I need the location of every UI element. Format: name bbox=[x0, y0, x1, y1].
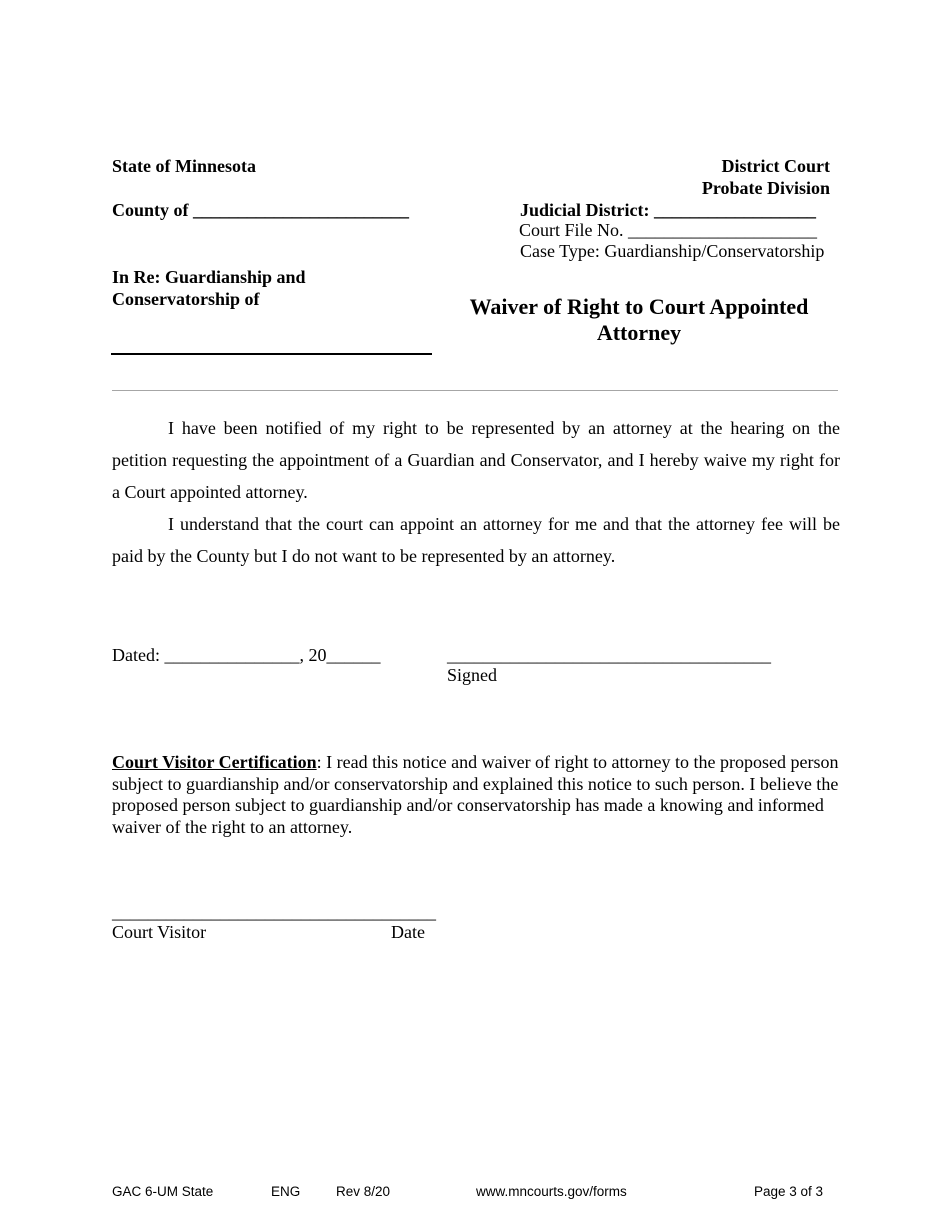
footer-page-number: Page 3 of 3 bbox=[754, 1184, 824, 1199]
document-title-line-1: Waiver of Right to Court Appointed bbox=[469, 294, 809, 319]
dated-field: Dated: _______________, 20______ bbox=[112, 645, 381, 665]
court-division: Probate Division bbox=[701, 178, 830, 198]
body-paragraph-2: I understand that the court can appoint an attorney for me and that the attorney fee will be paid by the County but I do not want to be represented by an attorney. bbox=[112, 514, 840, 566]
footer-website[interactable]: www.mncourts.gov/forms bbox=[476, 1184, 627, 1199]
footer-form-id: GAC 6-UM State bbox=[112, 1184, 214, 1199]
court-file-number-field: Court File No. _____________________ bbox=[519, 220, 818, 240]
county-field: County of ________________________ bbox=[112, 200, 410, 220]
in-re-line-2: Conservatorship of bbox=[112, 289, 260, 309]
case-type: Case Type: Guardianship/Conservatorship bbox=[520, 241, 825, 261]
state-label: State of Minnesota bbox=[112, 156, 256, 176]
footer-revision: Rev 8/20 bbox=[336, 1184, 391, 1199]
certification-text: : I read this notice and waiver of right to attorney to the proposed person subject to guardianship and/or conservatorship and explained this notice to such person. I believe the proposed person subject to guardianship and/or conservatorship has made a knowing and informed waiver of the right to an attorney. bbox=[112, 752, 839, 837]
court-visitor-label: Court Visitor bbox=[112, 922, 207, 942]
footer-language: ENG bbox=[271, 1184, 301, 1199]
certification-heading: Court Visitor Certification bbox=[112, 752, 317, 772]
signature-line: ____________________________________ bbox=[447, 645, 771, 665]
respondent-name-line bbox=[111, 353, 432, 355]
in-re-line-1: In Re: Guardianship and bbox=[112, 267, 306, 287]
body-paragraph-1: I have been notified of my right to be represented by an attorney at the hearing on the petition requesting the appointment of a Guardian and Conservator, and I hereby waive my right for a Court appointed attorney. bbox=[112, 418, 840, 502]
document-title-line-2: Attorney bbox=[596, 320, 682, 345]
header-divider bbox=[112, 390, 838, 391]
court-visitor-signature-line: ____________________________________ bbox=[112, 902, 436, 922]
visitor-date-label: Date bbox=[391, 922, 425, 942]
signed-label: Signed bbox=[447, 665, 498, 685]
court-visitor-certification bbox=[112, 752, 840, 838]
court-name: District Court bbox=[721, 156, 830, 176]
judicial-district-field: Judicial District: __________________ bbox=[520, 200, 816, 220]
